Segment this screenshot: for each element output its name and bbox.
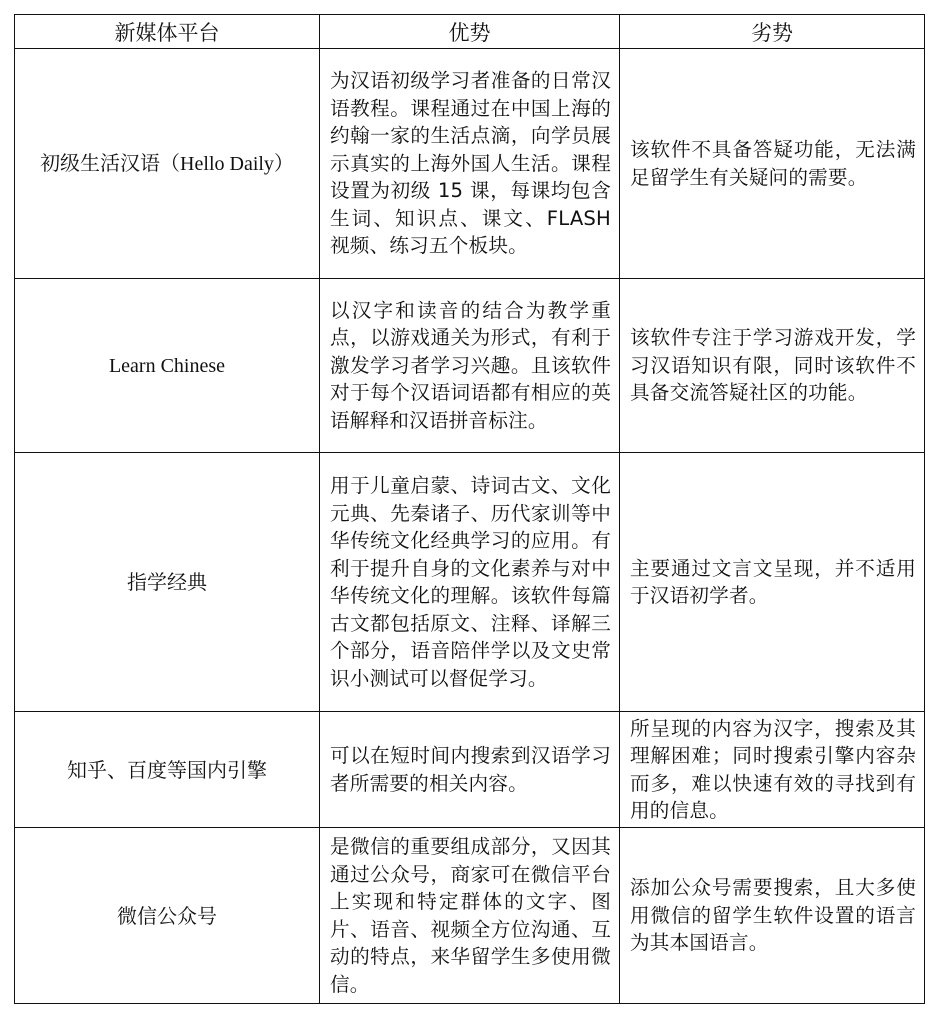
disadvantages-cell: 添加公众号需要搜索，且大多使用微信的留学生软件设置的语言为其本国语言。	[620, 828, 925, 1004]
advantages-cell: 是微信的重要组成部分，又因其通过公众号，商家可在微信平台上实现和特定群体的文字、图片、语音、视频全方位沟通、互动的特点，来华留学生多使用微信。	[320, 828, 620, 1004]
advantages-cell: 为汉语初级学习者准备的日常汉语教程。课程通过在中国上海的约翰一家的生活点滴，向学员展示真实的上海外国人生活。课程设置为初级 15 课，每课均包含生词、知识点、课文、FLASH 视频、练习五个板块。	[320, 49, 620, 279]
header-advantages: 优势	[320, 15, 620, 49]
platform-cell: 知乎、百度等国内引擎	[15, 712, 320, 828]
platform-cell: 微信公众号	[15, 828, 320, 1004]
header-disadvantages: 劣势	[620, 15, 925, 49]
table-row	[15, 828, 925, 1004]
disadvantages-cell: 主要通过文言文呈现，并不适用于汉语初学者。	[620, 453, 925, 712]
table-row	[15, 49, 925, 279]
platform-cell: Learn Chinese	[15, 279, 320, 453]
platform-cell: 指学经典	[15, 453, 320, 712]
advantages-cell: 可以在短时间内搜索到汉语学习者所需要的相关内容。	[320, 712, 620, 828]
header-row	[15, 15, 925, 49]
advantages-cell: 用于儿童启蒙、诗词古文、文化元典、先秦诸子、历代家训等中华传统文化经典学习的应用。有利于提升自身的文化素养与对中华传统文化的理解。该软件每篇古文都包括原文、注释、译解三个部分，语音陪伴学以及文史常识小测试可以督促学习。	[320, 453, 620, 712]
table-row	[15, 712, 925, 828]
disadvantages-cell: 该软件专注于学习游戏开发，学习汉语知识有限，同时该软件不具备交流答疑社区的功能。	[620, 279, 925, 453]
header-platform: 新媒体平台	[15, 15, 320, 49]
platform-cell: 初级生活汉语（Hello Daily）	[15, 49, 320, 279]
table-row	[15, 279, 925, 453]
comparison-table	[14, 14, 925, 1004]
table-row	[15, 453, 925, 712]
disadvantages-cell: 该软件不具备答疑功能，无法满足留学生有关疑问的需要。	[620, 49, 925, 279]
disadvantages-cell: 所呈现的内容为汉字，搜索及其理解困难；同时搜索引擎内容杂而多，难以快速有效的寻找到有用的信息。	[620, 712, 925, 828]
advantages-cell: 以汉字和读音的结合为教学重点，以游戏通关为形式，有利于激发学习者学习兴趣。且该软件对于每个汉语词语都有相应的英语解释和汉语拼音标注。	[320, 279, 620, 453]
